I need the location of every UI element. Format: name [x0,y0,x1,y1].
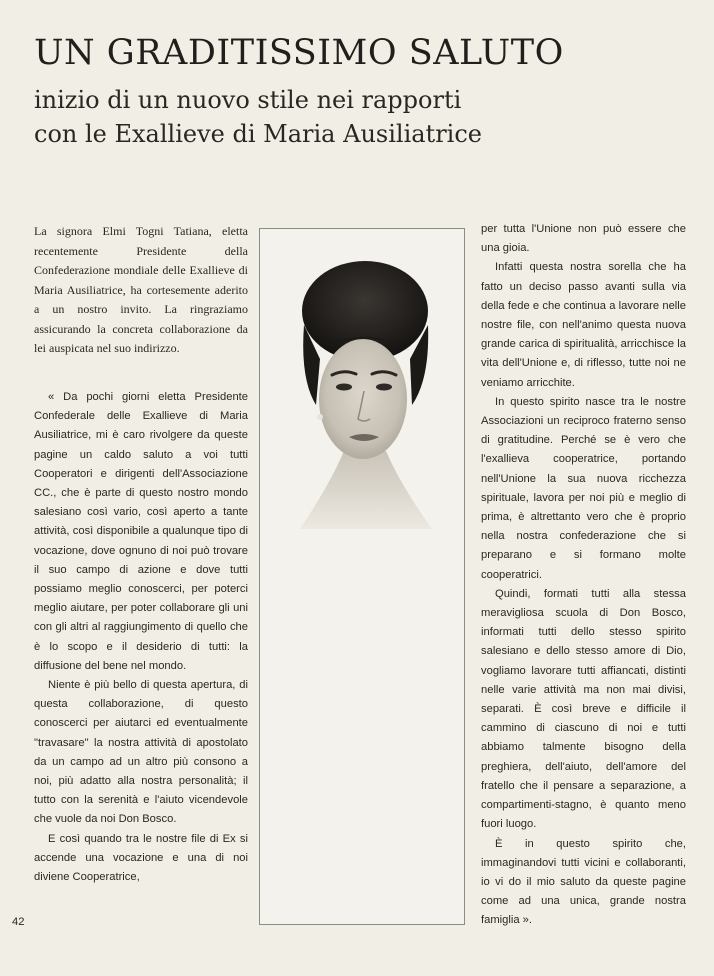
portrait-photo [260,229,466,926]
body-paragraph: Infatti questa nostra sorella che ha fatto un deciso passo avanti sulla via della fede e che continua a lavorare nelle nostre file, con nell'animo questa nuova grande carica di spiritualità, arricchisce la vita dell'Unione e, di riflesso, tutte noi ne veniamo arricchite. [481,261,686,389]
body-paragraph: « Da pochi giorni eletta Presidente Confederale delle Exallieve di Maria Ausiliatrice, mi è caro rivolgere da queste pagine un caldo saluto a voi tutti Cooperatori e dirigenti dell'Associazione CC., che è parte di questo nostro mondo salesiano così vario, così aperto a tante attività, così disponibile a qualunque tipo di vocazione, dove ognuno di noi può trovare il suo campo di azione e dove tutti possiamo meglio conoscerci, per poterci meglio aiutare, per poter collaborare gli uni con gli altri al raggiungimento di quello che è lo scopo e il desiderio di tutti: la diffusione del bene nel mondo. [34,391,248,672]
subtitle-line-1: inizio di un nuovo stile nei rapporti [34,86,462,114]
body-paragraph: È in questo spirito che, immaginandovi tutti vicini e collaboranti, io vi do il mio saluto da queste pagine come ad una unica, grande nostra famiglia ». [481,837,686,927]
body-paragraph: E così quando tra le nostre file di Ex si accende una vocazione e una di noi diviene Cooperatrice, [34,832,248,884]
body-paragraph: Quindi, formati tutti alla stessa meravigliosa scuola di Don Bosco, informati tutti dello stesso spirito salesiano e dello stesso amore di Dio, vogliamo lavorare tutti affiancati, distinti nelle varie attività ma non mai divisi, separati. È così breve e difficile il cammino di ciascuno di noi e tutti abbiamo talmente bisogno della preghiera, dell'aiuto, dell'amore del fratello che il pensare a separazione, a compartimenti-stagno, è quanto meno fuori luogo. [481,587,686,831]
body-paragraph: In questo spirito nasce tra le nostre Associazioni un reciproco fraterno senso di gratitudine. Perché se è vero che l'exallieva cooperatrice, portando nell'Unione la sua nuova ricchezza spirituale, lavora per noi più e meglio di prima, è altrettanto vero che è proprio nella nostra confederazione che si preparano e si formano molte cooperatrici. [481,395,686,581]
subtitle-line-2: con le Exallieve di Maria Ausiliatrice [34,120,482,148]
page-number: 42 [12,916,25,928]
portrait-frame [259,228,465,925]
page-title: UN GRADITISSIMO SALUTO [34,33,564,73]
intro-paragraph: La signora Elmi Togni Tatiana, eletta recentemente Presidente della Confederazione mondiale delle Exallieve di Maria Ausiliatrice, ha cortesemente aderito a un nostro invito. La ringraziamo assicurando la concreta collaborazione da lei auspicata nel suo indirizzo. [34,224,248,355]
left-text-column [34,388,248,887]
body-paragraph: per tutta l'Unione non può essere che una gioia. [481,223,686,255]
body-paragraph: Niente è più bello di questa apertura, di questa collaborazione, di questo conoscerci per aiutarci ed eventualmente "travasare" la nostra attività di apostolato da un campo ad un altro più consono a noi, più adatto alla nostra personalità; il tutto con la serenità e l'aiuto vicendevole che vuole da noi Don Bosco. [34,679,248,826]
right-text-column [481,220,686,931]
